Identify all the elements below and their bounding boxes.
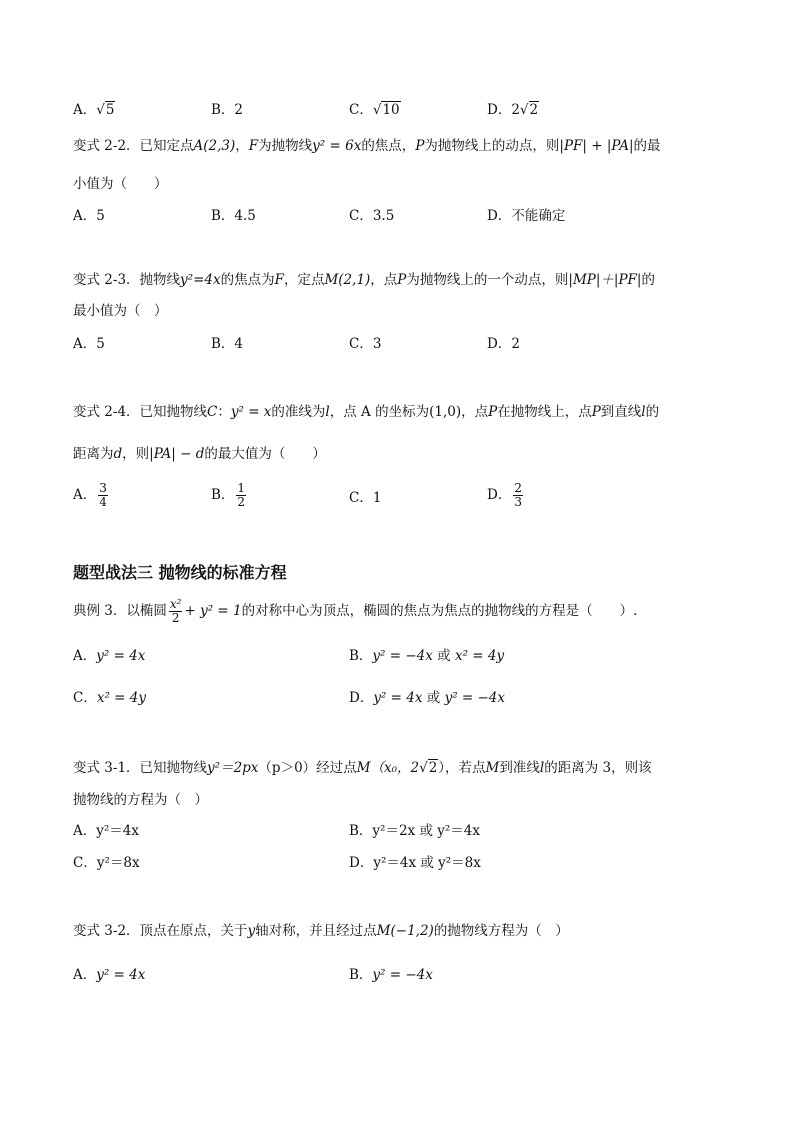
question-3-1-line1: 变式 3-1．已知抛物线y²＝2px（p＞0）经过点M（x₀，2√2），若点M到准线l的距离为 3，则该 [73,760,652,776]
option-c: C．3 [349,336,382,352]
option-b: B．y² = −4x 或 x² = 4y [349,648,505,664]
option-c: C．√10 [349,102,400,118]
question-2-4-line1: 变式 2-4．已知抛物线C：y² = x的准线为l，点 A 的坐标为(1,0)，点P在抛物线上，点P到直线l的 [73,404,660,420]
option-a: A．5 [73,208,105,224]
option-a: A． $\frac{3}{4}$ [73,481,107,509]
section-heading: 题型战法三 抛物线的标准方程 [73,563,287,582]
option-a: A．y² = 4x [73,648,146,664]
option-a: A．5 [73,336,105,352]
option-c: C．y²＝8x [73,855,140,871]
option-a: A．y² = 4x [73,967,146,983]
option-b: B．y² = −4x [349,967,433,983]
question-2-2-line1: 变式 2-2．已知定点A(2,3)，F为抛物线y² = 6x的焦点，P为抛物线上的动点，则|PF| + |PA|的最 [73,138,661,154]
question-3-1-line2: 抛物线的方程为（ ） [73,792,208,808]
option-d: D．2√2 [487,102,539,118]
option-d: D．y² = 4x 或 y² = −4x [349,690,506,706]
option-b: B．4.5 [211,208,256,224]
option-b: B． $\frac{1}{2}$ [211,481,246,509]
option-b: B．2 [211,102,244,118]
option-c: C．3.5 [349,208,395,224]
option-c: C．x² = 4y [73,690,146,706]
question-2-4-line2: 距离为d，则|PA| − d的最大值为（ ） [73,446,326,462]
option-c: C．1 [349,490,382,506]
example-3-line: 典例 3．以椭圆 $\frac{\text{x²}}{2}$ + y² = 1的对称中心为顶点，椭圆的焦点为焦点的抛物线的方程是（ ）. [73,597,638,625]
option-d: D． $\frac{2}{3}$ [487,481,522,509]
option-a: A．√5 [73,102,115,118]
option-d: D．不能确定 [487,208,566,224]
option-d: D．2 [487,336,520,352]
question-2-3-line2: 最小值为（ ） [73,303,168,319]
option-b: B．4 [211,336,244,352]
question-2-3-line1: 变式 2-3．抛物线y²=4x的焦点为F，定点M(2,1)，点P为抛物线上的一个动点，则|MP|＋|PF|的 [73,272,655,288]
option-d: D．y²＝4x 或 y²＝8x [349,855,481,871]
question-3-2-line: 变式 3-2．顶点在原点，关于y轴对称，并且经过点M(−1,2)的抛物线方程为（ ） [73,923,569,939]
option-b: B．y²＝2x 或 y²＝4x [349,823,480,839]
option-a: A．y²＝4x [73,823,139,839]
question-2-2-line2: 小值为（ ） [73,176,168,192]
